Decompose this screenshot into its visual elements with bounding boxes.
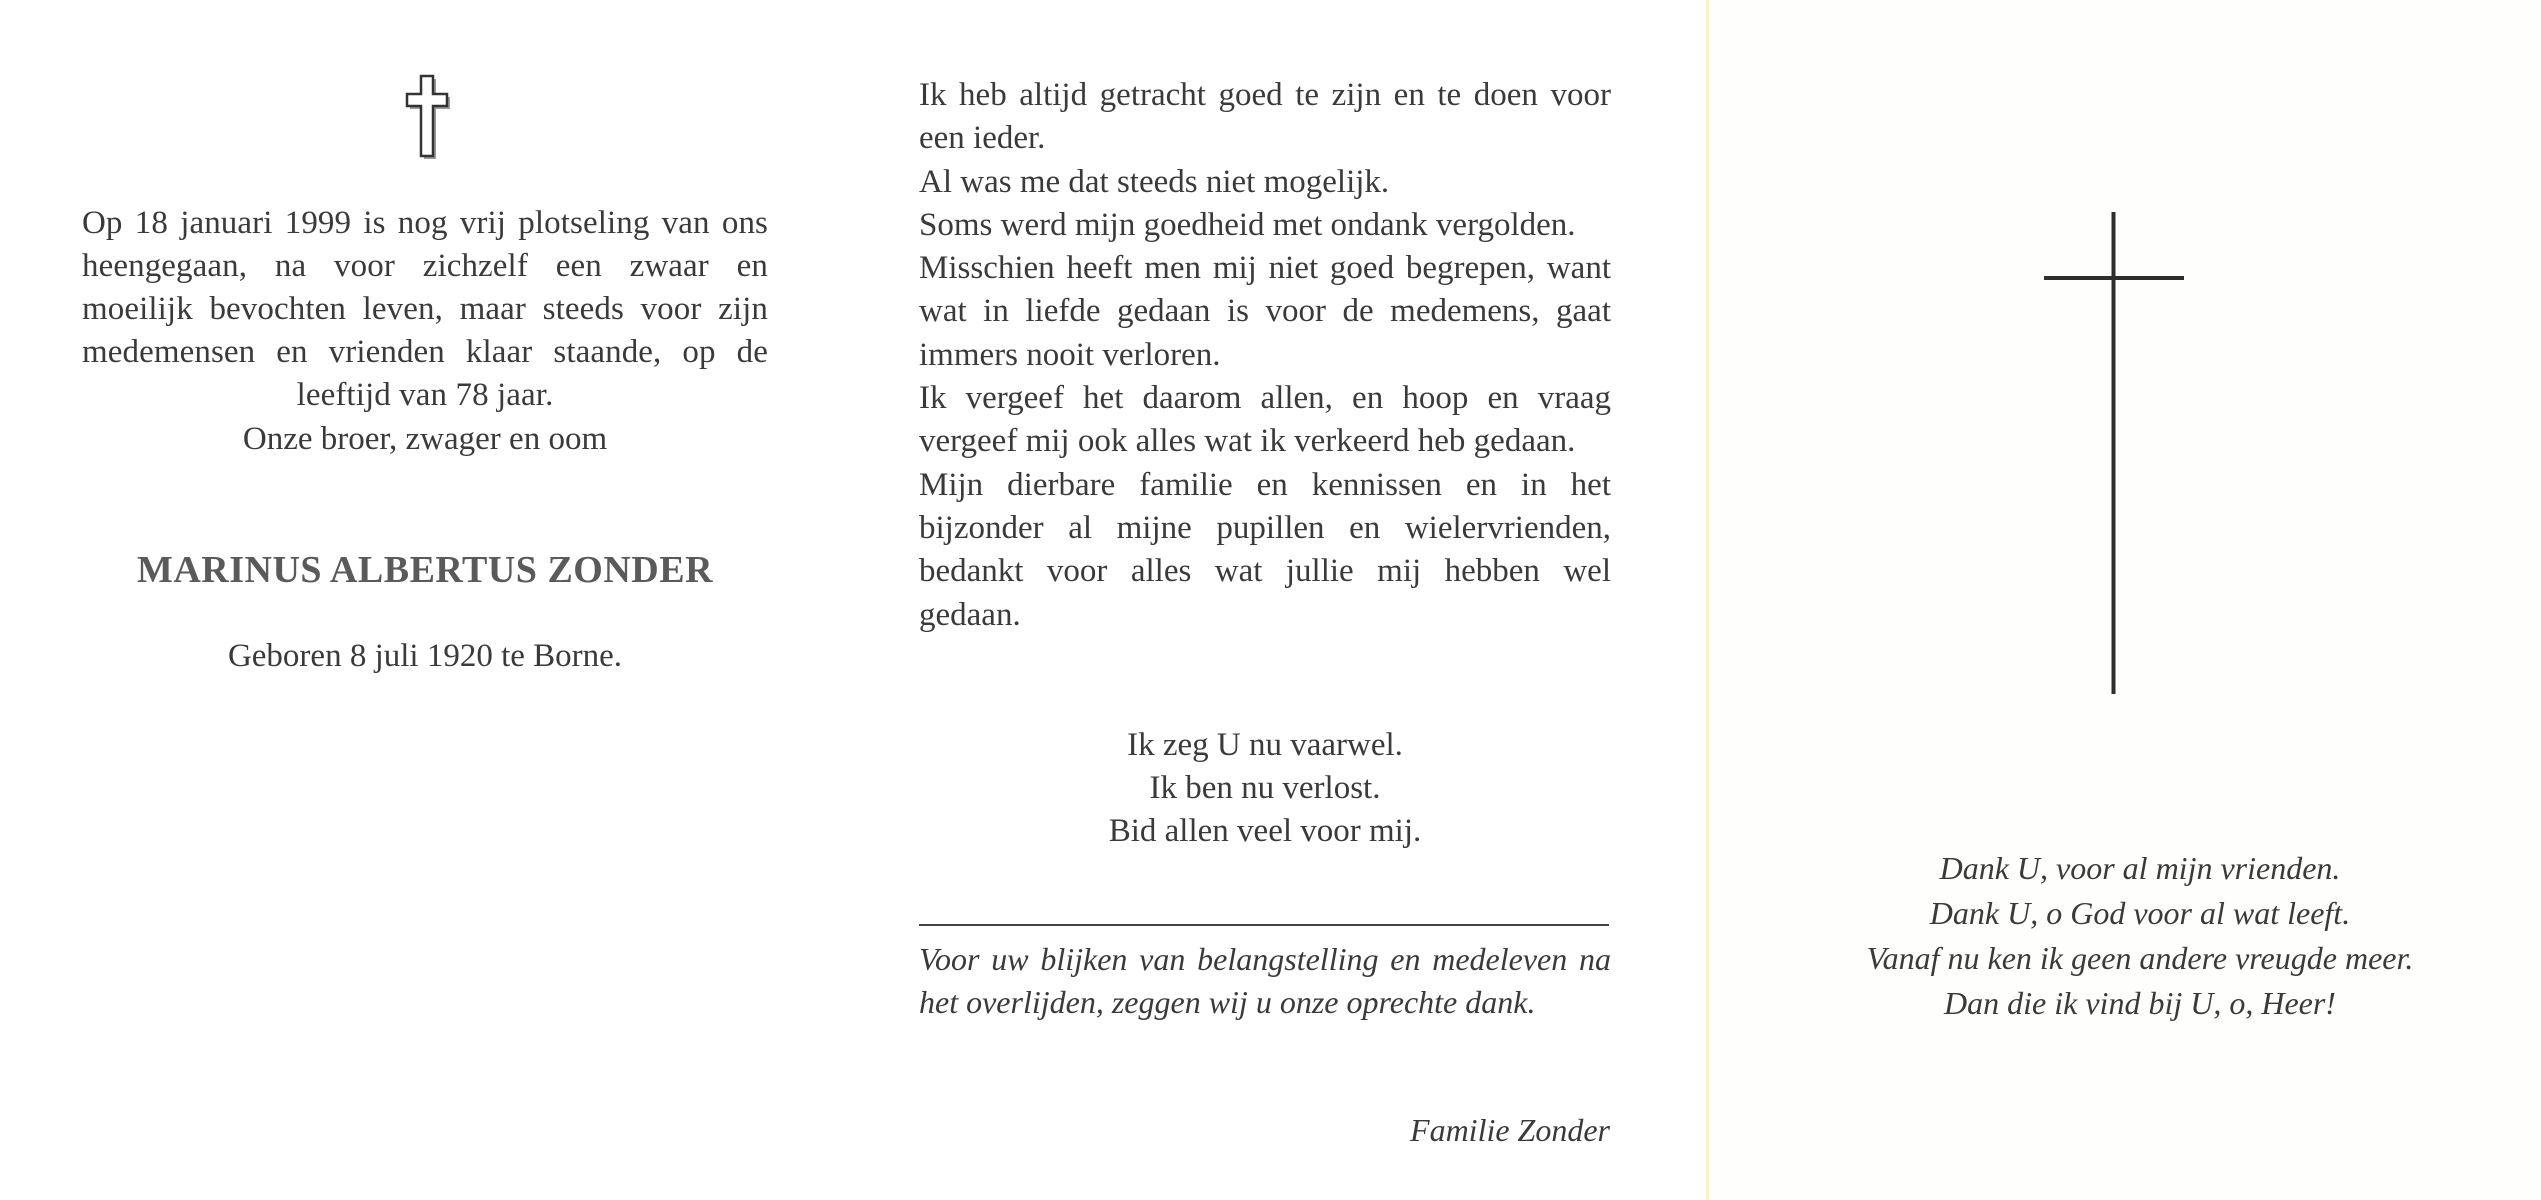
divider: [919, 924, 1609, 926]
farewell-line: Bid allen veel voor mij.: [1108, 813, 1422, 849]
intro-text: Op 18 januari 1999 is nog vrij plotseling van ons heengegaan, na voor zichzelf een zwaar en moeilijk bevochten leven, maar steeds voor zijn medemensen en vrienden klaar staande, op de leeftijd van 78 jaar.: [82, 205, 768, 413]
prayer-line: Vanaf nu ken ik geen andere vreugde meer.: [1866, 940, 2414, 976]
poem-paragraph: Soms werd mijn goedheid met ondank vergolden.: [919, 206, 1576, 243]
birth-line: Geboren 8 juli 1920 te Borne.: [227, 638, 623, 674]
thanks-text: Voor uw blijken van belangstelling en medeleven na het overlijden, zeggen wij u onze oprechte dank.: [919, 941, 1611, 1020]
farewell-lines: [919, 724, 1611, 853]
poem-paragraph: Ik vergeef het daarom allen, en hoop en vraag vergeef mij ook alles wat ik verkeerd heb gedaan.: [919, 380, 1611, 460]
poem-paragraph: Mijn dierbare familie en kennissen en in het bijzonder al mijne pupillen en wielervrienden, bedankt voor alles wat jullie mij hebben wel gedaan.: [919, 466, 1611, 633]
poem-paragraph: Misschien heeft men mij niet goed begrepen, want wat in liefde gedaan is voor de medemens, gaat immers nooit verloren.: [919, 250, 1611, 373]
poem-paragraph: Ik heb altijd getracht goed te zijn en te doen voor een ieder.: [919, 77, 1611, 157]
prayer-line: Dan die ik vind bij U, o, Heer!: [1944, 985, 2336, 1021]
farewell-line: Ik ben nu verlost.: [1149, 770, 1381, 806]
poem-text: [919, 74, 1611, 637]
left-panel: [0, 0, 853, 1200]
prayer-line: Dank U, voor al mijn vrienden.: [1939, 850, 2341, 886]
cross-icon: [395, 72, 455, 162]
signature: Familie Zonder: [1410, 1112, 1610, 1148]
prayer-line: Dank U, o God voor al wat leeft.: [1929, 895, 2351, 931]
relation-line: Onze broer, zwager en oom: [242, 421, 608, 457]
deceased-name: MARINUS ALBERTUS ZONDER: [136, 549, 714, 591]
farewell-line: Ik zeg U nu vaarwel.: [1127, 727, 1403, 763]
prayer-text: [1790, 846, 2490, 1026]
poem-paragraph: Al was me dat steeds niet mogelijk.: [919, 163, 1390, 200]
large-cross-icon: [2044, 212, 2184, 694]
fold-line: [1706, 0, 1709, 1200]
